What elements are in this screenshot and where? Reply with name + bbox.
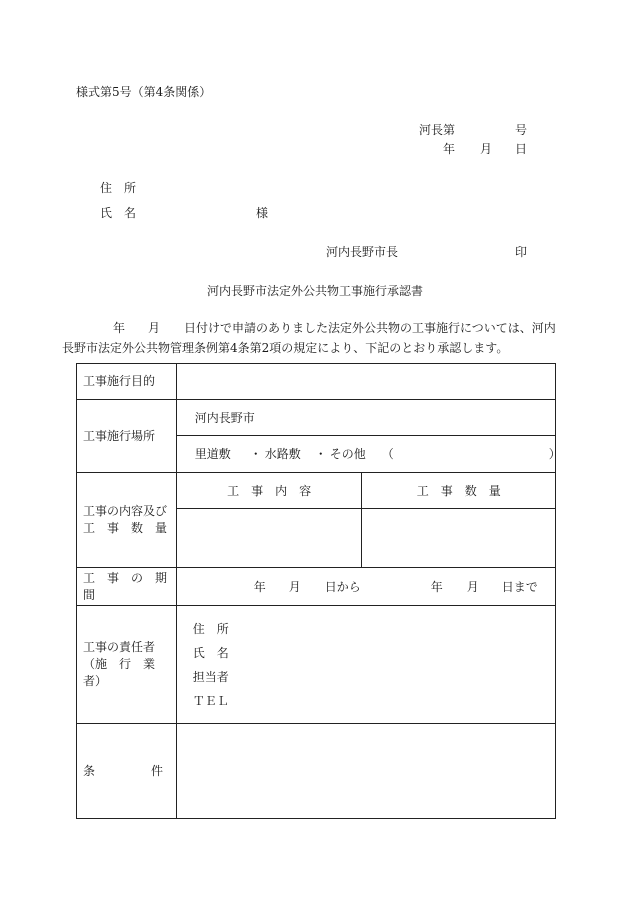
responsible-name-label: 氏 名: [192, 645, 229, 660]
responsible-tel-label: ＴＥＬ: [192, 693, 229, 708]
body-year: 年: [113, 321, 126, 335]
responsible-label: [77, 606, 177, 724]
issuer-seal: 印: [515, 245, 528, 259]
purpose-label: [77, 364, 177, 400]
quantity-value: [362, 509, 556, 568]
responsible-address-label: 住 所: [192, 621, 229, 636]
row-contents-header: [77, 473, 556, 509]
responsible-label-line1: 工事の責任者: [83, 640, 156, 654]
type-waterway: 水路敷: [264, 447, 301, 461]
contents-label-line2: 工 事 数 量: [83, 521, 168, 535]
date-year: 年: [443, 142, 456, 156]
type-other: その他: [329, 447, 366, 461]
addressee-honorific: 様: [256, 206, 269, 220]
responsible-contact-label: 担当者: [192, 669, 229, 684]
location-label: [77, 400, 177, 473]
row-purpose: [77, 364, 556, 400]
type-dot-1: ・: [249, 447, 262, 461]
body-line2: 長野市法定外公共物管理条例第4条第2項の規定により、下記のとおり承認します。: [62, 341, 509, 355]
row-responsible: [77, 606, 556, 724]
period-year-from: 年: [253, 579, 266, 594]
period-day-to: 日まで: [501, 579, 538, 594]
addressee-address-label: 住 所: [100, 181, 137, 195]
location-city: [176, 400, 555, 436]
row-location-city: [77, 400, 556, 436]
body-month: 月: [148, 321, 161, 335]
doc-number-prefix: 河長第: [419, 123, 456, 137]
period-label: [77, 568, 180, 606]
location-city-text: 河内長野市: [194, 411, 255, 425]
responsible-fields: [176, 606, 555, 724]
purpose-value: [176, 364, 555, 400]
conditions-label: [77, 724, 177, 819]
addressee-name-label: 氏 名: [100, 206, 137, 220]
quantity-column-header: [362, 473, 556, 509]
conditions-value: [176, 724, 555, 819]
conditions-label-a: 条: [83, 763, 96, 778]
contents-column-header: [176, 473, 362, 509]
doc-number-suffix: 号: [515, 123, 528, 137]
location-types: [176, 436, 561, 473]
row-period: [77, 568, 556, 606]
row-conditions: [77, 724, 556, 819]
quantity-col-text: 工 事 数 量: [416, 484, 501, 498]
period-year-to: 年: [430, 579, 443, 594]
date-day: 日: [515, 142, 528, 156]
period-day-from: 日から: [324, 579, 361, 594]
contents-label: [77, 473, 177, 568]
type-paren-open: （: [381, 447, 394, 461]
responsible-label-line2: （施 行 業 者）: [83, 657, 168, 688]
body-line1-rest: 日付けで申請のありました法定外公共物の工事施行については、河内: [184, 321, 556, 335]
contents-col-text: 工 事 内 容: [227, 484, 312, 498]
conditions-label-b: 件: [150, 763, 163, 778]
date-month: 月: [480, 142, 493, 156]
purpose-label-text: 工事施行目的: [83, 374, 156, 388]
period-value: [176, 568, 555, 606]
period-month-from: 月: [288, 579, 301, 594]
type-paren-close: ）: [548, 447, 561, 461]
type-dot-2: ・: [314, 447, 327, 461]
period-label-text: 工 事 の 期 間: [83, 570, 180, 602]
issuer-name: 河内長野市長: [326, 245, 399, 259]
location-label-text: 工事施行場所: [83, 428, 156, 443]
approval-table: [76, 363, 561, 819]
period-month-to: 月: [466, 579, 479, 594]
contents-label-line1: 工事の内容及び: [83, 504, 168, 518]
type-road: 里道敷: [194, 447, 231, 461]
document-title: 河内長野市法定外公共物工事施行承認書: [207, 284, 424, 298]
form-number: 様式第5号（第4条関係）: [76, 85, 212, 99]
contents-value: [176, 509, 362, 568]
